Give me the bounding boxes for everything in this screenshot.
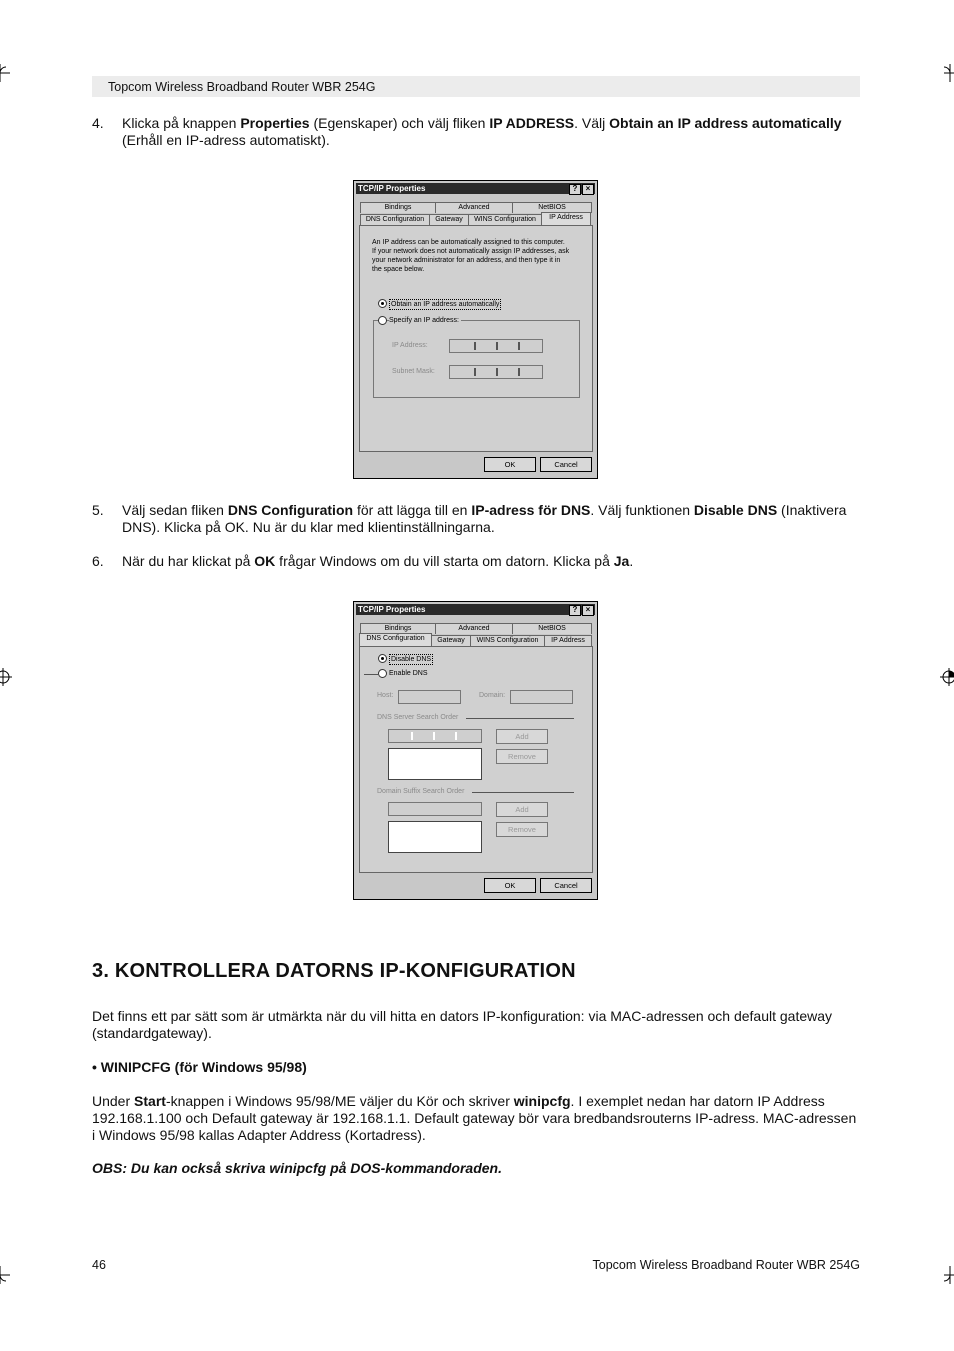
text-bold: Ja — [613, 553, 630, 569]
specify-ip-radio[interactable] — [378, 316, 387, 325]
tab-panel — [359, 646, 593, 873]
cancel-button[interactable]: Cancel — [540, 457, 592, 472]
tab-bindings[interactable]: Bindings — [360, 623, 436, 634]
step-5-number: 5. — [92, 502, 104, 518]
dialog-title: TCP/IP Properties — [358, 605, 426, 614]
specify-ip-label[interactable]: Specify an IP address: — [389, 317, 459, 324]
text: Klicka på knappen — [122, 115, 241, 131]
text: -knappen i Windows 95/98/ME väljer du Kör och skriver — [165, 1093, 514, 1109]
dialog-titlebar — [356, 604, 595, 615]
remove-suffix-button[interactable]: Remove — [496, 822, 548, 837]
registration-mark-left-icon — [0, 668, 12, 686]
tab-gateway[interactable]: Gateway — [431, 635, 471, 646]
tab-advanced[interactable]: Advanced — [435, 623, 513, 634]
text: (Erhåll en IP-adress automatiskt). — [122, 132, 330, 148]
step-6-number: 6. — [92, 553, 104, 569]
add-dns-button[interactable]: Add — [496, 729, 548, 744]
page-number: 46 — [92, 1258, 106, 1272]
tab-ip-address[interactable]: IP Address — [541, 212, 591, 225]
obtain-ip-label[interactable]: Obtain an IP address automatically — [391, 301, 500, 308]
specify-ip-group — [373, 320, 580, 398]
description-line: the space below. — [372, 266, 425, 273]
domain-suffix-field[interactable] — [388, 802, 482, 816]
under-paragraph — [92, 1093, 862, 1144]
enable-dns-label[interactable]: Enable DNS — [389, 670, 428, 677]
text: . Välj funktionen — [590, 502, 694, 518]
text-bold: IP ADDRESS — [489, 115, 575, 131]
tab-dns-configuration[interactable]: DNS Configuration — [359, 633, 432, 646]
dialog-titlebar — [356, 183, 595, 194]
tab-netbios[interactable]: NetBIOS — [512, 202, 592, 213]
tab-ip-address[interactable]: IP Address — [544, 635, 592, 646]
text-bold: winipcfg — [513, 1093, 571, 1109]
text-bold: IP-adress för DNS — [471, 502, 591, 518]
header-title: Topcom Wireless Broadband Router WBR 254G — [108, 80, 376, 94]
step-6 — [92, 553, 862, 570]
text-bold: Obtain an IP address automatically — [609, 115, 842, 131]
obtain-ip-radio[interactable] — [378, 299, 387, 308]
text: (Egenskaper) och välj fliken — [309, 115, 490, 131]
text: Under — [92, 1093, 135, 1109]
ip-address-label: IP Address: — [392, 342, 428, 349]
close-button[interactable]: × — [582, 184, 594, 195]
step-4 — [92, 115, 862, 149]
text: . I exemplet nedan har datorn IP Address 192.168.1.100 och Default gateway är 192.168.1.1. Default gateway bör vara bredbandsrouterns IP-adress. MAC-adressen i Windows 95/98 kallas Adapter Address (Kortadress). — [92, 1093, 857, 1143]
subnet-mask-label: Subnet Mask: — [392, 368, 435, 375]
tab-panel — [359, 225, 593, 452]
description-line: your network administrator for an address, and then type it in — [372, 257, 561, 264]
tab-advanced[interactable]: Advanced — [435, 202, 513, 213]
domain-suffix-label: Domain Suffix Search Order — [377, 788, 465, 795]
divider — [364, 674, 378, 675]
crop-mark-top-right-icon — [940, 64, 954, 82]
text: När du har klickat på — [122, 553, 255, 569]
cancel-button[interactable]: Cancel — [540, 878, 592, 893]
dns-search-order-label: DNS Server Search Order — [377, 714, 459, 721]
step-5 — [92, 502, 862, 536]
dns-server-field[interactable] — [388, 729, 482, 743]
crop-mark-bottom-left-icon — [0, 1266, 14, 1284]
host-label: Host: — [377, 692, 394, 699]
text: . Välj — [574, 115, 610, 131]
ok-button[interactable]: OK — [484, 878, 536, 893]
text: för att lägga till en — [353, 502, 472, 518]
close-button[interactable]: × — [582, 605, 594, 616]
ok-button[interactable]: OK — [484, 457, 536, 472]
tab-wins-configuration[interactable]: WINS Configuration — [470, 635, 545, 646]
dialog-title: TCP/IP Properties — [358, 184, 426, 193]
domain-label: Domain: — [479, 692, 506, 699]
intro-paragraph: Det finns ett par sätt som är utmärkta när du vill hitta en dators IP-konfiguration: via MAC-adressen och default gateway (standardgateway). — [92, 1008, 833, 1041]
subnet-mask-field[interactable] — [449, 365, 543, 379]
description-line: If your network does not automatically assign IP addresses, ask — [372, 248, 570, 255]
text-bold: Properties — [240, 115, 310, 131]
tab-wins-configuration[interactable]: WINS Configuration — [468, 214, 542, 225]
domain-field[interactable] — [510, 690, 573, 704]
text-bold: OK — [254, 553, 276, 569]
tab-dns-configuration[interactable]: DNS Configuration — [360, 214, 430, 225]
tcpip-dialog-dns-configuration — [353, 601, 598, 900]
remove-dns-button[interactable]: Remove — [496, 749, 548, 764]
enable-dns-radio[interactable] — [378, 669, 387, 678]
crop-mark-bottom-right-icon — [940, 1266, 954, 1284]
text: frågar Windows om du vill starta om datorn. Klicka på — [275, 553, 614, 569]
description-line: An IP address can be automatically assigned to this computer. — [372, 239, 565, 246]
disable-dns-label[interactable]: Disable DNS — [391, 656, 432, 663]
winipcfg-heading: • WINIPCFG (för Windows 95/98) — [92, 1059, 307, 1075]
text-bold: Disable DNS — [693, 502, 778, 518]
tab-netbios[interactable]: NetBIOS — [512, 623, 592, 634]
text: (Inaktivera DNS). Klicka på OK. Nu är du klar med klientinställningarna. — [122, 502, 847, 535]
disable-dns-radio[interactable] — [378, 654, 387, 663]
text-bold: DNS Configuration — [227, 502, 354, 518]
divider — [472, 792, 574, 793]
note-paragraph: OBS: Du kan också skriva winipcfg på DOS-kommandoraden. — [92, 1160, 502, 1176]
text: Välj sedan fliken — [122, 502, 228, 518]
tab-gateway[interactable]: Gateway — [429, 214, 469, 225]
help-button[interactable]: ? — [569, 184, 581, 195]
text: . — [629, 553, 634, 569]
tab-bindings[interactable]: Bindings — [360, 202, 436, 213]
divider — [466, 718, 574, 719]
add-suffix-button[interactable]: Add — [496, 802, 548, 817]
crop-mark-top-left-icon — [0, 64, 14, 82]
tcpip-dialog-ip-address — [353, 180, 598, 479]
section-title: 3. KONTROLLERA DATORNS IP-KONFIGURATION — [92, 960, 576, 982]
host-field[interactable] — [398, 690, 461, 704]
domain-suffix-list[interactable] — [388, 821, 482, 853]
step-4-number: 4. — [92, 115, 104, 131]
help-button[interactable]: ? — [569, 605, 581, 616]
footer-title: Topcom Wireless Broadband Router WBR 254G — [592, 1258, 860, 1272]
text-bold: Start — [134, 1093, 166, 1109]
ip-address-field[interactable] — [449, 339, 543, 353]
dns-server-list[interactable] — [388, 748, 482, 780]
registration-mark-right-icon — [940, 668, 954, 686]
